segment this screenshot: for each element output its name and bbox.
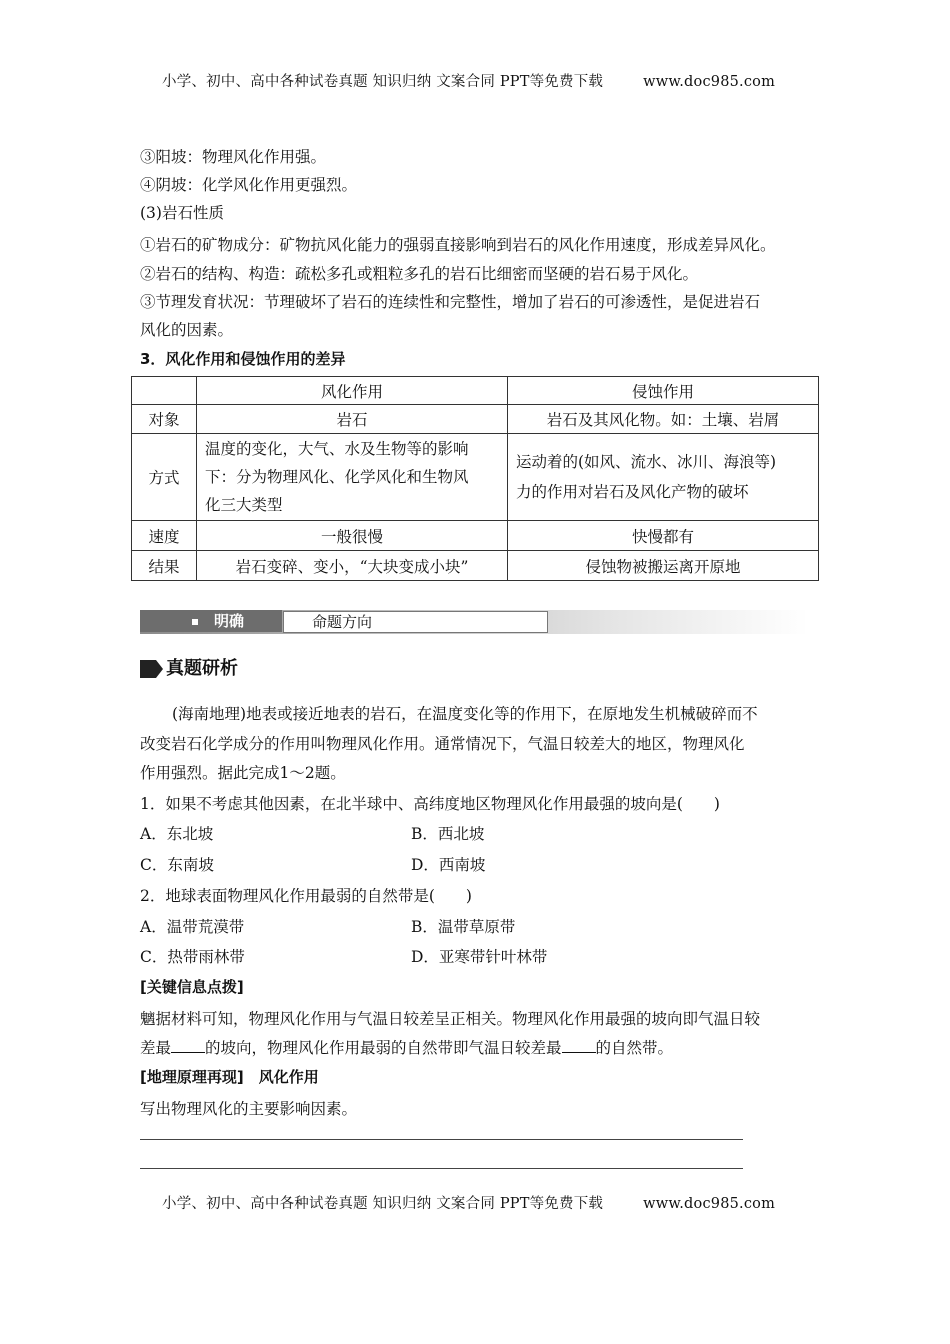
table-cell xyxy=(508,434,819,521)
key-info-text: 的自然带。 xyxy=(595,1039,674,1057)
answer-line-1[interactable] xyxy=(140,1139,743,1140)
table-row xyxy=(132,434,819,521)
title-arrow-icon xyxy=(156,660,163,678)
table-row xyxy=(132,551,819,581)
table-cell: 侵蚀物被搬运离开原地 xyxy=(508,551,819,581)
key-info-line-2 xyxy=(140,1036,673,1058)
table-cell-line: 运动着的(如风、流水、冰川、海浪等) xyxy=(516,453,777,471)
table-cell: 岩石变碎、变小，“大块变成小块” xyxy=(197,551,508,581)
table-header-cell xyxy=(132,377,197,405)
page-footer xyxy=(162,1192,775,1213)
table-row-label: 速度 xyxy=(132,521,197,551)
key-info-title: [关键信息点拨] xyxy=(140,978,244,996)
table-cell: 岩石 xyxy=(197,405,508,434)
table-header-row xyxy=(132,377,819,405)
banner-dark-tab xyxy=(140,610,282,632)
footer-text: 小学、初中、高中各种试卷真题 知识归纳 文案合同 PPT等免费下载 xyxy=(162,1196,604,1212)
table-cell xyxy=(197,434,508,521)
answer-blank-1[interactable] xyxy=(171,1038,205,1053)
intro-line-3: (3)岩石性质 xyxy=(140,204,224,222)
intro-line-7: 风化的因素。 xyxy=(140,321,234,339)
principle-title: [地理原理再现] 风化作用 xyxy=(140,1068,319,1086)
passage-line-1: (海南地理)地表或接近地表的岩石，在温度变化等的作用下，在原地发生机械破碎而不 xyxy=(172,705,758,723)
section-heading-3: 3．风化作用和侵蚀作用的差异 xyxy=(140,350,346,368)
key-info-text: 差最 xyxy=(140,1039,172,1057)
header-text: 小学、初中、高中各种试卷真题 知识归纳 文案合同 PPT等免费下载 xyxy=(162,74,604,90)
table-cell-line: 温度的变化，大气、水及生物等的影响 xyxy=(205,440,469,458)
question-2-stem: 2．地球表面物理风化作用最弱的自然带是( ) xyxy=(140,887,472,905)
question-1-option-d[interactable]: D．西南坡 xyxy=(411,856,486,874)
footer-url[interactable]: www.doc985.com xyxy=(643,1196,776,1212)
table-row xyxy=(132,405,819,434)
question-2-option-d[interactable]: D．亚寒带针叶林带 xyxy=(411,948,548,966)
question-2-option-b[interactable]: B．温带草原带 xyxy=(411,918,516,936)
table-row xyxy=(132,521,819,551)
square-bullet-icon xyxy=(192,619,198,625)
question-1-option-b[interactable]: B．西北坡 xyxy=(411,825,485,843)
header-url[interactable]: www.doc985.com xyxy=(643,74,776,90)
passage-line-3: 作用强烈。据此完成1～2题。 xyxy=(140,764,346,782)
principle-prompt: 写出物理风化的主要影响因素。 xyxy=(140,1100,358,1118)
section-banner xyxy=(140,610,808,634)
table-cell: 快慢都有 xyxy=(508,521,819,551)
passage-line-2: 改变岩石化学成分的作用叫物理风化作用。通常情况下，气温日较差大的地区，物理风化 xyxy=(140,735,745,753)
question-2-option-c[interactable]: C．热带雨林带 xyxy=(140,948,245,966)
table-cell: 一般很慢 xyxy=(197,521,508,551)
table-row-label: 对象 xyxy=(132,405,197,434)
answer-blank-2[interactable] xyxy=(562,1038,596,1053)
banner-light-label: 命题方向 xyxy=(312,613,373,631)
table-header-cell: 风化作用 xyxy=(197,377,508,405)
table-header-cell: 侵蚀作用 xyxy=(508,377,819,405)
question-2-option-a[interactable]: A．温带荒漠带 xyxy=(140,918,245,936)
intro-line-2: ④阴坡：化学风化作用更强烈。 xyxy=(140,176,358,194)
table-cell-line: 力的作用对岩石及风化产物的破坏 xyxy=(516,483,749,501)
question-1-option-a[interactable]: A．东北坡 xyxy=(140,825,214,843)
page-header xyxy=(162,70,775,91)
intro-line-6: ③节理发育状况：节理破坏了岩石的连续性和完整性，增加了岩石的可渗透性，是促进岩石 xyxy=(140,293,761,311)
comparison-table xyxy=(131,376,819,581)
key-info-line-1: 魑据材料可知，物理风化作用与气温日较差呈正相关。物理风化作用最强的坡向即气温日较 xyxy=(140,1010,761,1028)
table-cell-line: 下：分为物理风化、化学风化和生物风 xyxy=(205,468,469,486)
banner-dark-label: 明确 xyxy=(214,612,245,630)
banner-light-tab xyxy=(283,611,548,633)
question-1-stem: 1．如果不考虑其他因素，在北半球中、高纬度地区物理风化作用最强的坡向是( ) xyxy=(140,795,720,813)
table-cell-line: 化三大类型 xyxy=(205,496,283,514)
section-title-text: 真题研析 xyxy=(166,658,238,679)
intro-line-1: ③阳坡：物理风化作用强。 xyxy=(140,148,327,166)
intro-line-4: ①岩石的矿物成分：矿物抗风化能力的强弱直接影响到岩石的风化作用速度，形成差异风化。 xyxy=(140,236,776,254)
table-row-label: 方式 xyxy=(132,434,197,521)
title-bar-icon xyxy=(140,660,156,678)
table-cell: 岩石及其风化物。如：土壤、岩屑 xyxy=(508,405,819,434)
answer-line-2[interactable] xyxy=(140,1168,743,1169)
question-1-option-c[interactable]: C．东南坡 xyxy=(140,856,214,874)
key-info-text: 的坡向，物理风化作用最弱的自然带即气温日较差最 xyxy=(205,1039,562,1057)
table-row-label: 结果 xyxy=(132,551,197,581)
intro-line-5: ②岩石的结构、构造：疏松多孔或粗粒多孔的岩石比细密而坚硬的岩石易于风化。 xyxy=(140,265,699,283)
